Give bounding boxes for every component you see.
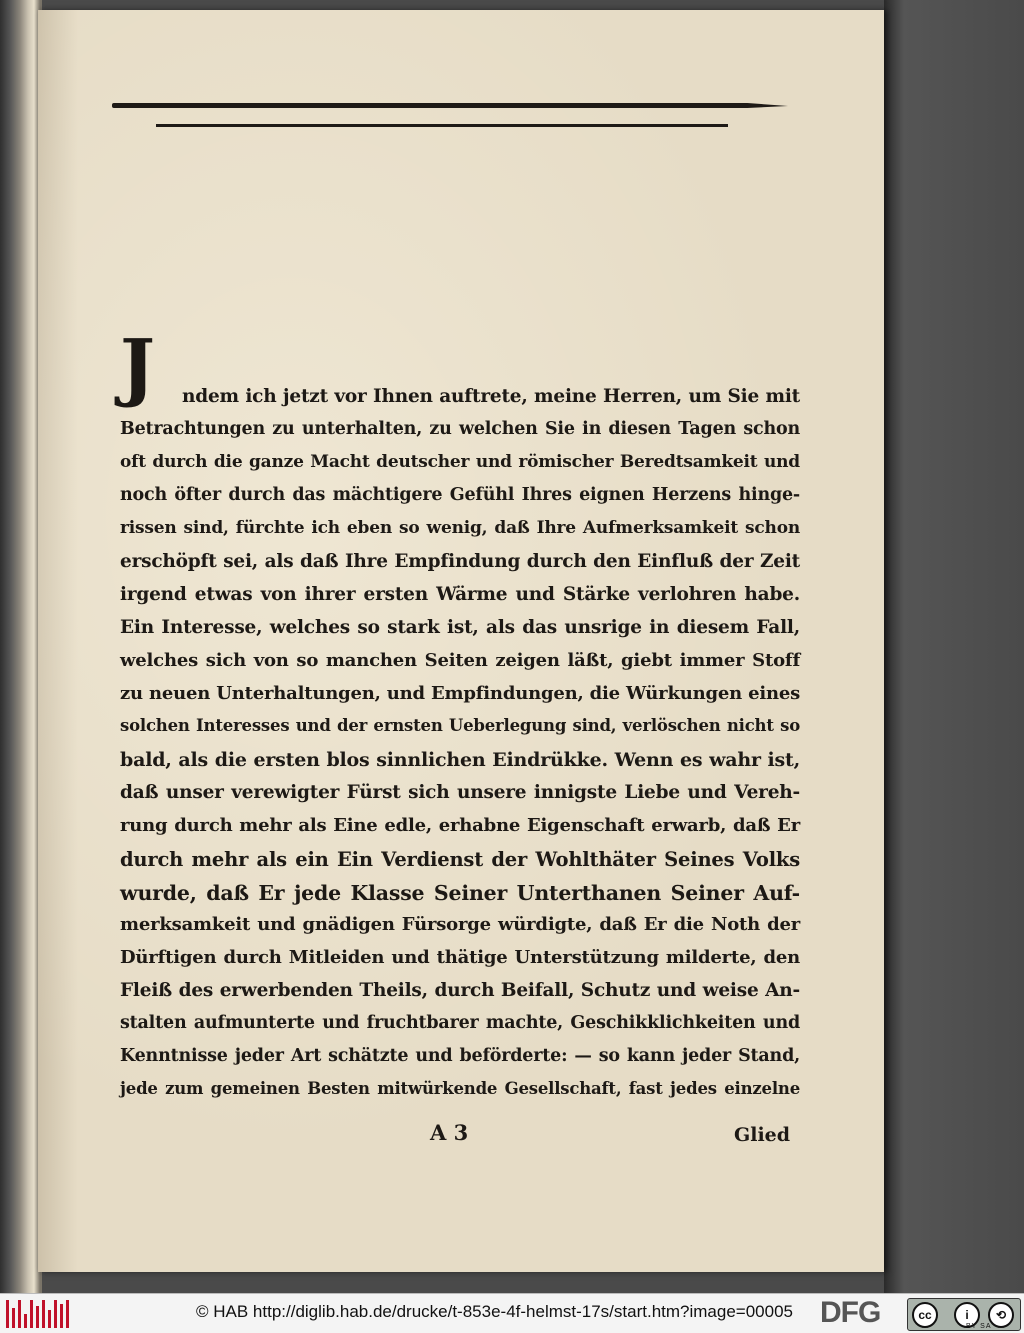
source-link[interactable]: © HAB http://diglib.hab.de/drucke/t-853e-4f-helmst-17s/start.htm?image=00005 (196, 1302, 793, 1321)
text-line: ndem ich jetzt vor Ihnen auftrete, meine Herren, um Sie mit (182, 386, 800, 407)
dfg-logo: DFG (820, 1296, 881, 1329)
text-line: Ein Interesse, welches so stark ist, als das unsrige in diesem Fall, (120, 617, 800, 638)
text-line: oft durch die ganze Macht deutscher und römischer Beredtsamkeit und (120, 452, 800, 472)
text-line: noch öfter durch das mächtigere Gefühl Ihres eignen Herzens hinge- (120, 485, 800, 505)
text-line: bald, als die ersten blos sinnlichen Eindrükke. Wenn es wahr ist, (120, 749, 800, 771)
text-line: merksamkeit und gnädigen Fürsorge würdigte, daß Er die Noth der (120, 914, 800, 935)
text-line: stalten aufmunterte und fruchtbarer machte, Geschikklichkeiten und (120, 1013, 800, 1033)
catchword: Glied (734, 1124, 791, 1146)
signature-mark: A 3 (430, 1120, 469, 1145)
header-rule-thin (156, 124, 728, 127)
text-line: daß unser verewigter Fürst sich unsere innigste Liebe und Vereh- (120, 782, 800, 803)
license-label: BY SA (966, 1323, 992, 1330)
cc-icon: cc (912, 1302, 938, 1328)
text-line: zu neuen Unterhaltungen, und Empfindungen, die Würkungen eines (120, 683, 801, 704)
attribution-icon: i (954, 1302, 980, 1328)
text-line: wurde, daß Er jede Klasse Seiner Unterthanen Seiner Auf- (120, 881, 800, 905)
cc-license-badge[interactable] (907, 1298, 1021, 1331)
text-line: erschöpft sei, als daß Ihre Empfindung durch den Einfluß der Zeit (120, 551, 800, 572)
text-line: solchen Interesses und der ernsten Ueberlegung sind, verlöschen nicht so (120, 716, 800, 735)
text-line: durch mehr als ein Ein Verdienst der Wohlthäter Seines Volks (120, 848, 800, 871)
hab-barcode-logo (6, 1300, 69, 1328)
text-line: jede zum gemeinen Besten mitwürkende Gesellschaft, fast jedes einzelne (120, 1079, 800, 1098)
text-line: irgend etwas von ihrer ersten Wärme und Stärke verlohren habe. (120, 584, 800, 605)
text-line: Betrachtungen zu unterhalten, zu welchen Sie in diesen Tagen schon (120, 419, 800, 439)
text-line: Dürftigen durch Mitleiden und thätige Unterstützung milderte, den (120, 947, 800, 968)
text-line: rissen sind, fürchte ich eben so wenig, daß Ihre Aufmerksamkeit schon (120, 518, 800, 538)
book-right-edge (884, 0, 1024, 1293)
viewer-footer (0, 1293, 1024, 1333)
share-alike-icon: ⟲ (988, 1302, 1014, 1328)
text-line: welches sich von so manchen Seiten zeigen läßt, giebt immer Stoff (120, 650, 800, 671)
text-line: Fleiß des erwerbenden Theils, durch Beifall, Schutz und weise An- (120, 980, 800, 1001)
drop-cap: J (120, 324, 156, 410)
book-left-edge (0, 0, 42, 1293)
text-line: Kenntnisse jeder Art schätzte und beförderte: — so kann jeder Stand, (120, 1046, 800, 1066)
text-line: rung durch mehr als Eine edle, erhabne Eigenschaft erwarb, daß Er (120, 815, 800, 836)
header-rule-thick (112, 103, 788, 108)
